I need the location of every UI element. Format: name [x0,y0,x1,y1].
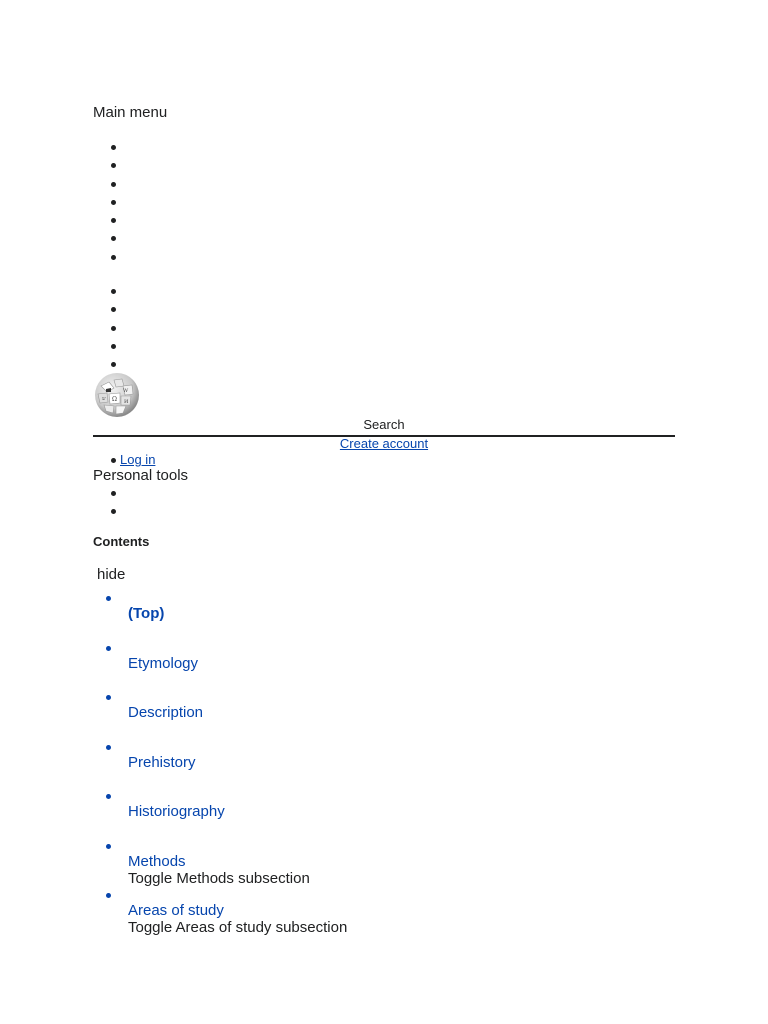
toc-item-prehistory [93,738,347,788]
toc-link-historiography[interactable]: Historiography [128,803,225,820]
personal-tools-label[interactable]: Personal tools [93,467,189,484]
main-menu-item[interactable] [93,248,120,266]
toc-item-description [93,688,347,738]
main-menu-item[interactable] [93,193,120,211]
toc-item-areas-of-study [93,886,347,936]
personal-tools-list [93,484,120,521]
svg-text:ש: ש [102,396,106,402]
table-of-contents [93,589,347,936]
toc-toggle-methods[interactable]: Toggle Methods subsection [128,869,310,887]
main-menu-item[interactable] [93,355,120,373]
toc-toggle-areas-of-study[interactable]: Toggle Areas of study subsection [128,919,348,936]
svg-text:Ω: Ω [112,396,117,403]
toc-link-areas-of-study[interactable]: Areas of study [128,902,224,919]
contents-hide-button[interactable]: hide [97,566,126,583]
svg-text:W: W [123,388,129,394]
create-account-container [93,436,675,451]
toc-item-top [93,589,347,639]
contents-heading: Contents [93,534,150,549]
personal-tools-item[interactable] [93,484,120,502]
main-menu-list-secondary [93,282,120,373]
svg-text:И: И [124,399,129,405]
toc-link-description[interactable]: Description [128,704,204,721]
main-menu-item[interactable] [93,300,120,318]
main-menu-item[interactable] [93,156,120,174]
personal-tools-item[interactable] [93,502,120,520]
search-label[interactable]: Search [363,417,405,432]
toc-item-etymology [93,639,347,689]
main-menu-item[interactable] [93,319,120,337]
toc-link-prehistory[interactable]: Prehistory [128,753,196,771]
globe-icon [92,372,142,418]
toc-link-methods[interactable]: Methods [128,852,186,870]
main-menu-item[interactable] [93,282,120,300]
toc-item-methods [93,837,347,887]
main-menu-item[interactable] [93,337,120,355]
main-menu-item[interactable] [93,229,120,247]
create-account-link[interactable]: Create account [339,436,429,451]
main-menu-label[interactable]: Main menu [93,104,168,121]
main-menu-item[interactable] [93,211,120,229]
main-menu-list [93,138,120,266]
main-menu-item[interactable] [93,175,120,193]
log-in-link[interactable]: Log in [120,452,156,467]
toc-link-etymology[interactable]: Etymology [128,654,199,672]
toc-item-historiography [93,787,347,837]
toc-link-top[interactable]: (Top) [128,605,165,622]
main-menu-item[interactable] [93,138,120,156]
wikipedia-globe-logo[interactable] [92,372,142,418]
